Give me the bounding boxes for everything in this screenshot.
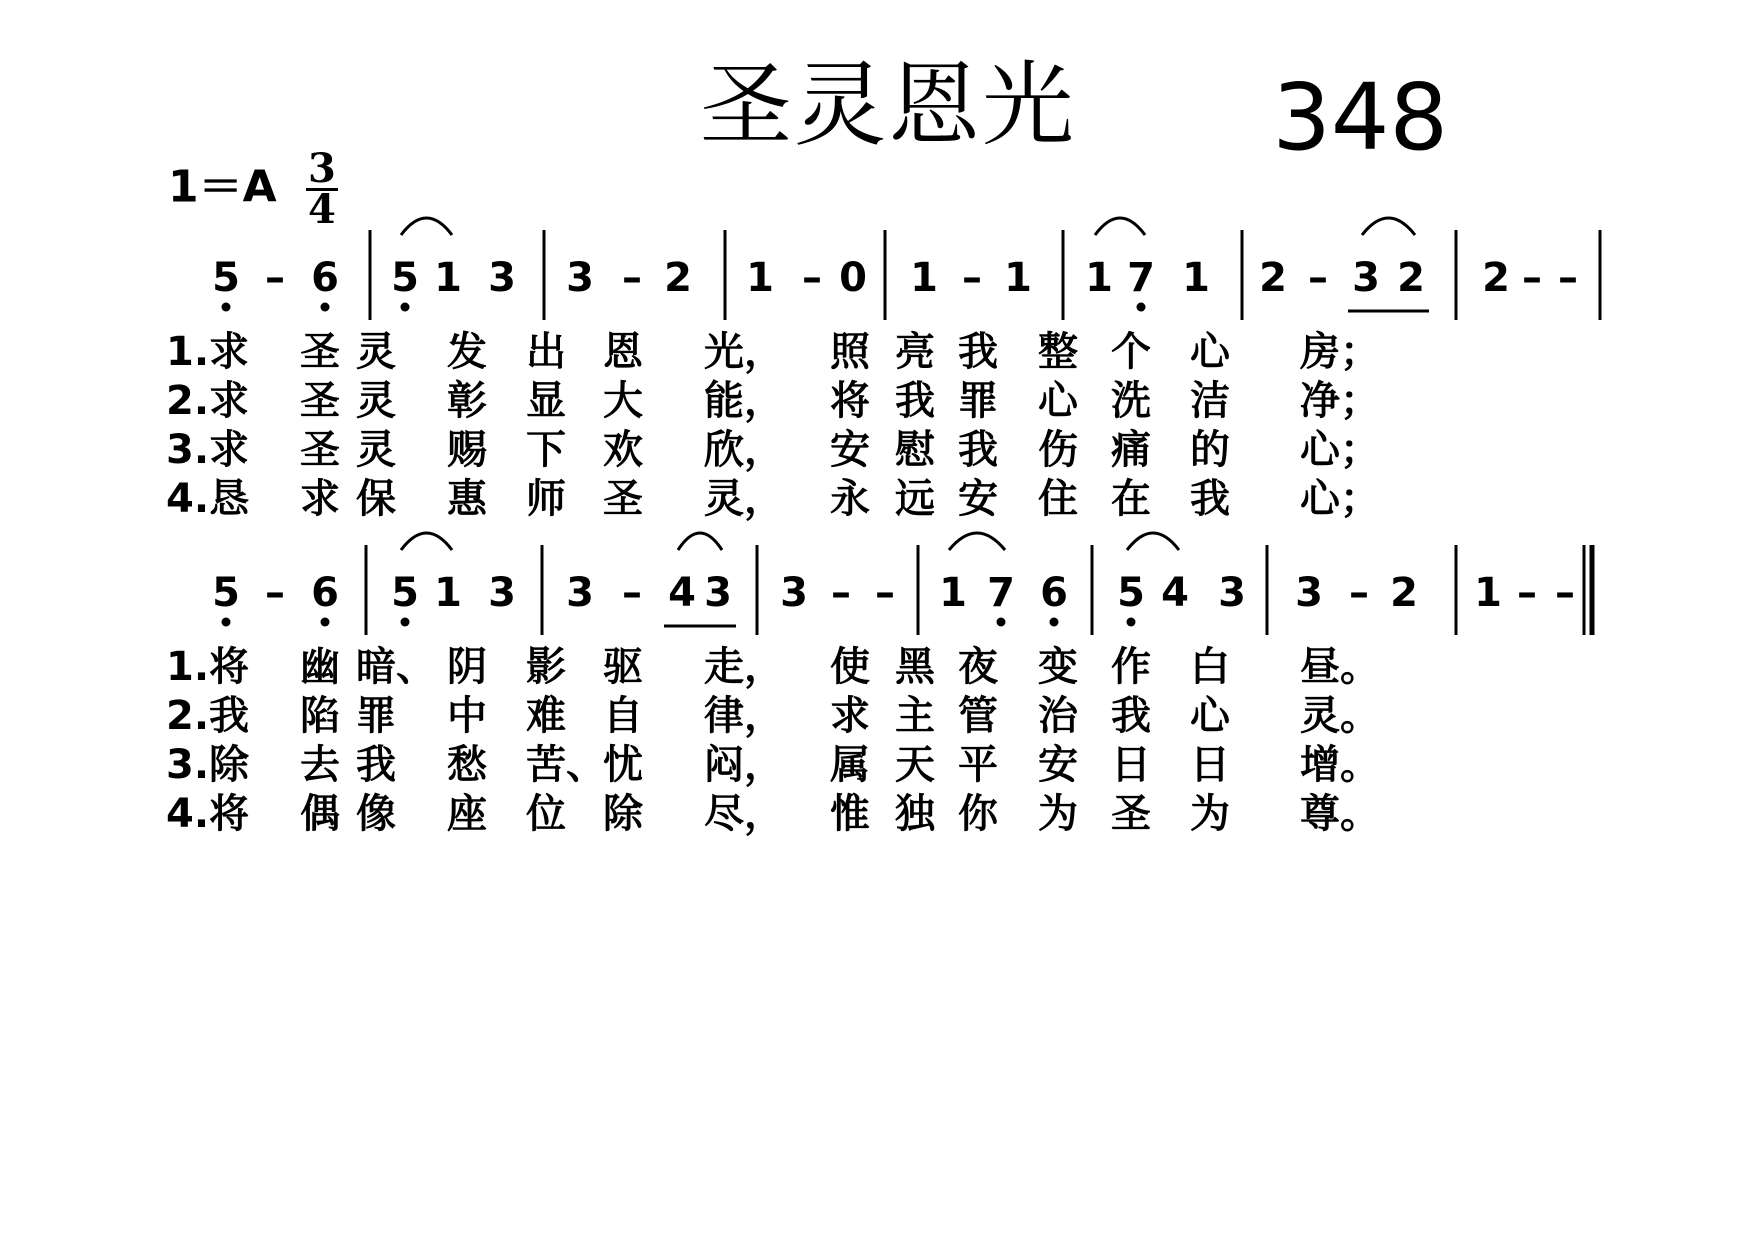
octave-dot-below — [401, 303, 410, 312]
lyric-syllable: 3.除 — [166, 742, 250, 788]
lyric-syllable: 求 — [830, 693, 870, 739]
lyric-syllable: 2.我 — [166, 693, 250, 739]
lyric-syllable: 慰 — [895, 427, 935, 473]
lyric-syllable: 洗 — [1111, 378, 1151, 424]
dash-note: – — [1555, 570, 1575, 616]
slur — [949, 533, 1005, 550]
note-2: 2 — [1482, 255, 1510, 301]
slur — [1127, 533, 1179, 550]
note-6: 6 — [311, 570, 339, 616]
lyric-syllable: 为 — [1190, 791, 1230, 837]
note-5: 5 — [391, 255, 419, 301]
note-2: 2 — [1259, 255, 1287, 301]
dash-note: – — [1558, 255, 1578, 301]
lyric-syllable: 愁 — [447, 742, 487, 788]
lyric-syllable: 律， — [704, 693, 784, 739]
dash-note: – — [622, 255, 642, 301]
lyric-syllable: 中 — [447, 693, 487, 739]
hymn-title: 圣灵恩光 — [700, 52, 1077, 159]
lyric-syllable: 白 — [1190, 644, 1230, 690]
lyric-syllable: 除 — [603, 791, 643, 837]
lyric-syllable: 罪 — [356, 693, 396, 739]
lyric-syllable: 发 — [447, 329, 487, 375]
lyric-syllable: 苦、 — [526, 742, 606, 788]
lyric-syllable: 求 — [300, 476, 340, 522]
lyric-syllable: 日 — [1190, 742, 1230, 788]
key-label: 1＝A — [168, 161, 277, 213]
lyric-syllable: 陷 — [300, 693, 340, 739]
note-1: 1 — [434, 570, 462, 616]
note-3: 3 — [566, 570, 594, 616]
lyric-syllable: 能， — [704, 378, 784, 424]
octave-dot-below — [1127, 618, 1136, 627]
note-1: 1 — [1004, 255, 1032, 301]
lyric-syllable: 恩 — [603, 329, 643, 375]
lyric-syllable: 灵， — [704, 476, 784, 522]
note-1: 1 — [434, 255, 462, 301]
lyric-syllable: 整 — [1038, 329, 1078, 375]
lyric-syllable: 我 — [356, 742, 396, 788]
dash-note: – — [265, 570, 285, 616]
dash-note: – — [1517, 570, 1537, 616]
lyric-syllable: 在 — [1111, 476, 1151, 522]
lyric-syllable: 我 — [895, 378, 935, 424]
lyric-syllable: 赐 — [447, 427, 487, 473]
lyric-syllable: 伤 — [1038, 427, 1078, 473]
dash-note: – — [962, 255, 982, 301]
note-1: 1 — [939, 570, 967, 616]
lyric-syllable: 阴 — [447, 644, 487, 690]
lyric-syllable: 偶 — [300, 791, 340, 837]
lyric-syllable: 彰 — [447, 378, 487, 424]
lyric-syllable: 我 — [958, 329, 998, 375]
note-3: 3 — [780, 570, 808, 616]
time-signature-bottom: 4 — [308, 186, 336, 233]
note-3: 3 — [1218, 570, 1246, 616]
lyric-syllable: 痛 — [1111, 427, 1151, 473]
octave-dot-below — [1137, 303, 1146, 312]
lyric-syllable: 惟 — [830, 791, 870, 837]
dash-note: – — [802, 255, 822, 301]
lyric-syllable: 将 — [830, 378, 870, 424]
lyric-syllable: 为 — [1038, 791, 1078, 837]
lyric-syllable: 师 — [526, 476, 566, 522]
time-signature-top: 3 — [308, 145, 336, 192]
lyric-syllable: 罪 — [958, 378, 998, 424]
lyric-syllable: 的 — [1190, 427, 1230, 473]
lyric-syllable: 使 — [830, 644, 870, 690]
lyric-syllable: 圣 — [300, 378, 340, 424]
lyric-syllable: 照 — [830, 329, 870, 375]
lyric-syllable: 大 — [603, 378, 643, 424]
note-1: 1 — [1182, 255, 1210, 301]
dash-note: – — [1349, 570, 1369, 616]
lyric-syllable: 永 — [830, 476, 870, 522]
lyric-syllable: 灵 — [356, 329, 396, 375]
note-3: 3 — [1352, 255, 1380, 301]
lyric-syllable: 出 — [526, 329, 566, 375]
lyric-syllable: 显 — [526, 378, 566, 424]
lyric-syllable: 2.求 — [166, 378, 250, 424]
note-5: 5 — [212, 570, 240, 616]
dash-note: – — [875, 570, 895, 616]
lyric-syllable: 像 — [356, 791, 396, 837]
lyric-syllable: 位 — [526, 791, 566, 837]
slur — [401, 218, 452, 235]
lyric-syllable: 欣， — [704, 427, 784, 473]
note-5: 5 — [212, 255, 240, 301]
note-3: 3 — [1295, 570, 1323, 616]
lyric-syllable: 1.将 — [166, 644, 250, 690]
lyric-syllable: 圣 — [300, 329, 340, 375]
lyric-syllable: 我 — [1190, 476, 1230, 522]
lyric-syllable: 幽 — [300, 644, 340, 690]
lyric-syllable: 洁 — [1190, 378, 1230, 424]
lyric-syllable: 尊。 — [1300, 791, 1380, 837]
octave-dot-below — [222, 618, 231, 627]
dash-note: – — [1522, 255, 1542, 301]
lyric-syllable: 灵。 — [1300, 693, 1380, 739]
lyric-syllable: 下 — [526, 427, 566, 473]
lyric-syllable: 净； — [1300, 378, 1380, 424]
lyric-syllable: 去 — [300, 742, 340, 788]
lyric-syllable: 走， — [704, 644, 784, 690]
lyric-syllable: 日 — [1111, 742, 1151, 788]
lyric-syllable: 心 — [1038, 378, 1078, 424]
lyric-syllable: 心； — [1300, 476, 1380, 522]
lyric-syllable: 作 — [1111, 644, 1151, 690]
note-2: 2 — [664, 255, 692, 301]
lyric-syllable: 住 — [1038, 476, 1078, 522]
lyric-syllable: 欢 — [603, 427, 643, 473]
lyric-syllable: 昼。 — [1300, 644, 1380, 690]
lyric-syllable: 独 — [895, 791, 935, 837]
lyric-syllable: 3.求 — [166, 427, 250, 473]
note-3: 3 — [488, 255, 516, 301]
dash-note: – — [1308, 255, 1328, 301]
slur — [401, 533, 452, 550]
note-6: 6 — [311, 255, 339, 301]
octave-dot-below — [222, 303, 231, 312]
octave-dot-below — [401, 618, 410, 627]
lyric-syllable: 圣 — [1111, 791, 1151, 837]
dash-note: – — [265, 255, 285, 301]
note-3: 3 — [566, 255, 594, 301]
lyric-syllable: 4.将 — [166, 791, 250, 837]
lyric-syllable: 难 — [526, 693, 566, 739]
lyric-syllable: 1.求 — [166, 329, 250, 375]
lyric-syllable: 影 — [526, 644, 566, 690]
lyric-syllable: 天 — [895, 742, 935, 788]
lyric-syllable: 心 — [1190, 329, 1230, 375]
dash-note: – — [831, 570, 851, 616]
lyric-syllable: 驱 — [603, 644, 643, 690]
lyric-syllable: 圣 — [300, 427, 340, 473]
lyric-syllable: 我 — [1111, 693, 1151, 739]
octave-dot-below — [997, 618, 1006, 627]
slur — [1095, 218, 1145, 235]
note-1: 1 — [1474, 570, 1502, 616]
lyric-syllable: 黑 — [895, 644, 935, 690]
lyric-syllable: 夜 — [958, 644, 998, 690]
lyric-syllable: 管 — [958, 693, 998, 739]
note-1: 1 — [910, 255, 938, 301]
lyric-syllable: 灵 — [356, 427, 396, 473]
lyric-syllable: 忧 — [603, 742, 643, 788]
octave-dot-below — [321, 303, 330, 312]
note-7: 7 — [987, 570, 1015, 616]
lyric-syllable: 光， — [704, 329, 784, 375]
lyric-syllable: 心 — [1190, 693, 1230, 739]
lyric-syllable: 主 — [895, 693, 935, 739]
note-4: 4 — [668, 570, 696, 616]
lyric-syllable: 治 — [1038, 693, 1078, 739]
lyric-syllable: 房； — [1300, 329, 1380, 375]
note-6: 6 — [1040, 570, 1068, 616]
lyric-syllable: 保 — [356, 476, 396, 522]
lyric-syllable: 亮 — [895, 329, 935, 375]
lyric-syllable: 圣 — [603, 476, 643, 522]
note-3: 3 — [704, 570, 732, 616]
lyric-syllable: 灵 — [356, 378, 396, 424]
slur — [1362, 218, 1415, 235]
lyric-syllable: 暗、 — [356, 644, 436, 690]
note-5: 5 — [1117, 570, 1145, 616]
note-3: 3 — [488, 570, 516, 616]
lyric-syllable: 平 — [958, 742, 998, 788]
lyric-syllable: 惠 — [447, 476, 487, 522]
hymn-number: 348 — [1272, 64, 1448, 171]
lyric-syllable: 我 — [958, 427, 998, 473]
lyric-syllable: 安 — [830, 427, 870, 473]
note-7: 7 — [1127, 255, 1155, 301]
lyric-syllable: 变 — [1038, 644, 1078, 690]
note-2: 2 — [1390, 570, 1418, 616]
octave-dot-below — [1050, 618, 1059, 627]
lyric-syllable: 尽， — [704, 791, 784, 837]
note-2: 2 — [1397, 255, 1425, 301]
note-0: 0 — [839, 255, 867, 301]
lyric-syllable: 自 — [603, 693, 643, 739]
lyric-syllable: 个 — [1111, 329, 1151, 375]
lyric-syllable: 远 — [895, 476, 935, 522]
lyric-syllable: 属 — [830, 742, 870, 788]
lyric-syllable: 闷， — [704, 742, 784, 788]
note-1: 1 — [746, 255, 774, 301]
octave-dot-below — [321, 618, 330, 627]
lyric-syllable: 安 — [958, 476, 998, 522]
lyric-syllable: 你 — [958, 791, 998, 837]
note-1: 1 — [1085, 255, 1113, 301]
slur — [678, 533, 722, 550]
lyric-syllable: 座 — [447, 791, 487, 837]
lyric-syllable: 安 — [1038, 742, 1078, 788]
note-5: 5 — [391, 570, 419, 616]
lyric-syllable: 增。 — [1300, 742, 1380, 788]
note-4: 4 — [1161, 570, 1189, 616]
dash-note: – — [622, 570, 642, 616]
lyric-syllable: 心； — [1300, 427, 1380, 473]
lyric-syllable: 4.恳 — [166, 476, 250, 522]
